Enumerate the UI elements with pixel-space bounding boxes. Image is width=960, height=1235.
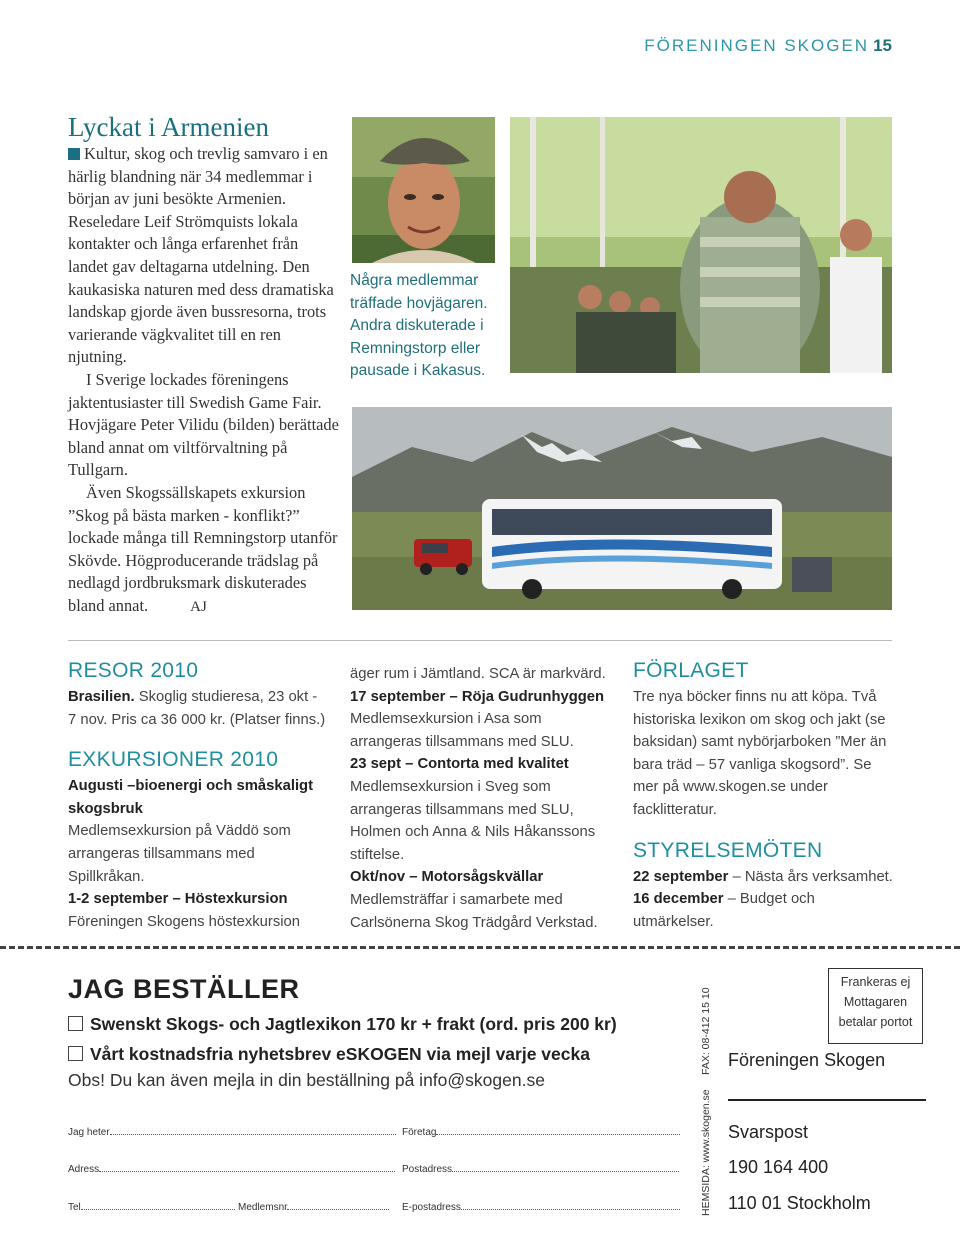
article-title: Lyckat i Armenien (68, 112, 269, 142)
postage-line: Mottagaren (843, 995, 908, 1009)
brasilien-item (68, 686, 326, 731)
field-label: Medlemsnr (238, 1202, 288, 1213)
field-label: Jag heter (68, 1127, 110, 1138)
meeting-date: 16 december (633, 891, 724, 908)
photo-caption: Några medlemmar träffade hovjägaren. Andra diskuterade i Remningstorp eller pausade i Kakasus. (350, 272, 488, 379)
bullet-square-icon (68, 148, 80, 160)
event-title: Augusti –bioenergi och småskaligt skogsbruk (68, 778, 314, 817)
exkursioner-heading: EXKURSIONER 2010 (68, 748, 279, 772)
meeting-item (633, 866, 895, 889)
company-field[interactable] (402, 1126, 680, 1138)
address-rule (728, 1099, 926, 1101)
order-item-lexikon[interactable] (68, 1014, 617, 1035)
article-signature: AJ (190, 598, 207, 615)
newsletter-checkbox[interactable] (68, 1046, 83, 1061)
portrait-photo (352, 117, 495, 263)
meeting-date: 22 september (633, 868, 729, 885)
fax-text: FAX: 08-412 15 10 (700, 987, 712, 1075)
resor-heading: RESOR 2010 (68, 659, 199, 682)
field-label: Adress (68, 1164, 100, 1175)
column-events-continued (350, 663, 606, 934)
phone-field[interactable] (68, 1201, 235, 1213)
postage-box (828, 968, 923, 1044)
event-title: 1-2 september – Höstexkursion (68, 891, 288, 908)
member-number-field[interactable] (238, 1201, 389, 1213)
postal-address-field[interactable] (402, 1163, 679, 1175)
order-item-newsletter[interactable] (68, 1044, 590, 1065)
order-item-label: Vårt kostnadsfria nyhetsbrev eSKOGEN via mejl varje vecka (90, 1044, 590, 1064)
section-title: FÖRENINGEN SKOGEN (644, 36, 870, 55)
column-resor-exkursioner (68, 656, 326, 933)
page-header (644, 36, 892, 56)
event-title: 23 sept – Contorta med kvalitet (350, 756, 569, 773)
email-field[interactable] (402, 1201, 680, 1213)
event-text: Medlemsexkursion i Asa som arrangeras tillsammans med SLU. (350, 711, 574, 750)
forlaget-text: Tre nya böcker finns nu att köpa. Två historiska lexikon om skog och jakt (se baksidan) samt nybörjarboken ”Mer än bara träd – 57 vanliga skogsord”. Se mer på www.skogen.se under facklitteratur. (633, 689, 887, 818)
forlaget-heading: FÖRLAGET (633, 659, 749, 682)
event-text: Medlemsträffar i samarbete med Carlsönerna Skog Trädgård Verkstad. (350, 891, 598, 931)
event-text: Medlemsexkursion på Väddö som arrangeras tillsammans med Spillkråkan. (68, 823, 291, 885)
column-forlaget-styrelse (633, 656, 895, 933)
field-label: Företag (402, 1127, 437, 1138)
address-field[interactable] (68, 1163, 395, 1175)
order-item-label: Swenskt Skogs- och Jagtlexikon 170 kr + frakt (ord. pris 200 kr) (90, 1014, 617, 1034)
group-forest-photo (510, 117, 892, 373)
article-paragraph-2: I Sverige lockades föreningens jaktentusiaster till Swedish Game Fair. Hovjägare Peter Vilidu (bilden) berättade bland annat om viltförvaltning på Tullgarn. (68, 369, 339, 480)
svarspost-number: 190 164 400 (728, 1157, 829, 1177)
recipient-name: Föreningen Skogen (728, 1050, 886, 1070)
meeting-topic: – Nästa års verksamhet. (728, 868, 893, 885)
order-note: Obs! Du kan även mejla in din beställning på info@skogen.se (68, 1070, 545, 1090)
brasilien-title: Brasilien. (68, 689, 135, 705)
brasilien-text: Skoglig studieresa, 23 okt - 7 nov. Pris ca 36 000 kr. (Platser finns.) (68, 689, 326, 728)
svarspost-label: Svarspost (728, 1122, 809, 1142)
event-text: Föreningen Skogens höstexkursion (68, 913, 300, 930)
field-label: Tel (68, 1202, 81, 1213)
event-title: Okt/nov – Motorsågskvällar (350, 869, 544, 886)
page-number: 15 (873, 36, 892, 55)
postage-line: betalar portot (838, 1015, 913, 1029)
meeting-topic: – Budget och utmärkelser. (633, 891, 815, 930)
meeting-item (633, 888, 895, 933)
bus-landscape-photo (352, 407, 892, 610)
website-text: HEMSIDA: www.skogen.se (700, 1089, 712, 1216)
field-label: E-postadress (402, 1202, 461, 1213)
lexikon-checkbox[interactable] (68, 1016, 83, 1031)
postal-city: 110 01 Stockholm (728, 1193, 871, 1213)
postage-line: Frankeras ej (840, 975, 911, 989)
article-body (68, 143, 340, 618)
event-text: äger rum i Jämtland. SCA är markvärd. (350, 666, 606, 682)
article-paragraph-3: Även Skogssällskapets exkursion ”Skog på bästa marken - konflikt?” lockade många till Remningstorp utanför Skövde. Högproducerande trädslag på nedlagd jordbruksmark diskuterades bland annat. (68, 482, 338, 615)
styrelsemoten-heading: STYRELSEMÖTEN (633, 838, 823, 862)
order-title: JAG BESTÄLLER (68, 974, 300, 1004)
event-text: Medlemsexkursion i Sveg som arrangeras tillsammans med SLU, Holmen och Anna & Nils Håkanssons stiftelse. (350, 778, 596, 863)
name-field[interactable] (68, 1126, 396, 1138)
cut-line (0, 946, 960, 949)
article-paragraph-1: Kultur, skog och trevlig samvaro i en härlig blandning när 34 medlemmar i början av juni besökte Armenien. Reseledare Leif Strömquists lokala kontakter och långa erfarenhet från landet gav deltagarna utdelning. Den kaukasiska naturen med dess dramatiska landskap gjorde även bussresorna, trots varierande vägkvalitet till en ren njutning. (68, 144, 334, 367)
section-divider (68, 640, 892, 641)
field-label: Postadress (402, 1164, 453, 1175)
event-title: 17 september – Röja Gudrunhyggen (350, 688, 605, 705)
